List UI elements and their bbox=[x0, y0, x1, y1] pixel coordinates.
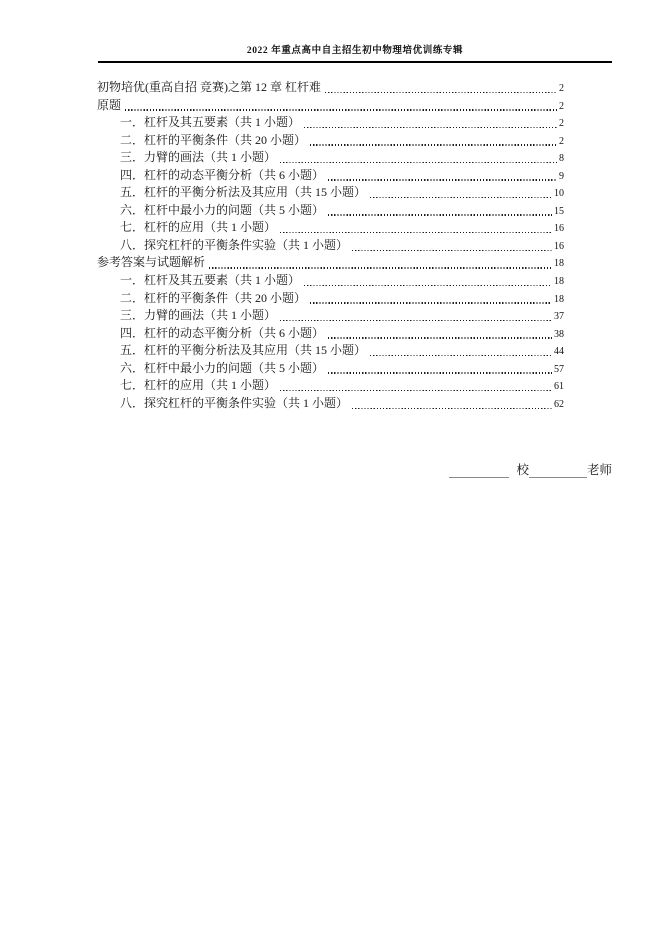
toc-entry-page: 38 bbox=[554, 328, 564, 340]
toc-entry-page: 57 bbox=[554, 363, 564, 375]
toc-entry[interactable] bbox=[97, 97, 564, 115]
blank-school-name bbox=[449, 465, 509, 478]
toc-entry-page: 2 bbox=[559, 135, 564, 147]
toc-entry-label: 八．探究杠杆的平衡条件实验（共 1 小题） bbox=[120, 395, 349, 410]
toc-entry-page: 15 bbox=[554, 205, 564, 217]
toc-entry[interactable] bbox=[97, 360, 564, 378]
toc-entry-label: 七．杠杆的应用（共 1 小题） bbox=[120, 220, 277, 235]
dot-leader bbox=[352, 250, 552, 251]
toc-entry-page: 61 bbox=[554, 381, 564, 393]
dot-leader bbox=[280, 232, 552, 233]
toc-entry-page: 9 bbox=[559, 170, 564, 182]
dot-leader bbox=[370, 197, 552, 198]
toc-entry[interactable] bbox=[97, 377, 564, 395]
school-label: 校 bbox=[516, 463, 529, 477]
toc-entry-label: 原题 bbox=[97, 97, 122, 112]
toc-entry[interactable] bbox=[97, 307, 564, 325]
toc-entry[interactable] bbox=[97, 184, 564, 202]
dot-leader bbox=[310, 144, 557, 145]
dot-leader bbox=[325, 92, 557, 93]
dot-leader bbox=[304, 127, 557, 128]
dot-leader bbox=[328, 337, 552, 338]
toc-entry-label: 五．杠杆的平衡分析法及其应用（共 15 小题） bbox=[120, 343, 367, 358]
toc-entry[interactable] bbox=[97, 254, 564, 272]
dot-leader bbox=[352, 408, 552, 409]
toc-entry[interactable] bbox=[97, 395, 564, 413]
blank-teacher-name bbox=[529, 465, 587, 478]
toc-entry-page: 8 bbox=[559, 153, 564, 165]
toc-entry-page: 18 bbox=[554, 293, 564, 305]
toc-entry[interactable] bbox=[97, 132, 564, 150]
dot-leader bbox=[304, 285, 552, 286]
signature-line bbox=[449, 462, 612, 478]
dot-leader bbox=[328, 372, 552, 373]
toc-entry[interactable] bbox=[97, 167, 564, 185]
toc-entry-label: 一．杠杆及其五要素（共 1 小题） bbox=[120, 115, 301, 130]
dot-leader bbox=[280, 390, 552, 391]
toc-entry-page: 18 bbox=[554, 276, 564, 288]
toc-entry-label: 三．力臂的画法（共 1 小题） bbox=[120, 308, 277, 323]
toc-entry[interactable] bbox=[97, 149, 564, 167]
toc-entry-page: 37 bbox=[554, 311, 564, 323]
toc-entry-label: 七．杠杆的应用（共 1 小题） bbox=[120, 378, 277, 393]
toc-entry-label: 参考答案与试题解析 bbox=[97, 255, 206, 270]
toc-entry-page: 2 bbox=[559, 100, 564, 112]
toc-entry-label: 三．力臂的画法（共 1 小题） bbox=[120, 150, 277, 165]
table-of-contents bbox=[97, 79, 564, 412]
toc-entry-label: 八．探究杠杆的平衡条件实验（共 1 小题） bbox=[120, 237, 349, 252]
toc-entry-label: 四．杠杆的动态平衡分析（共 6 小题） bbox=[120, 325, 325, 340]
toc-entry[interactable] bbox=[97, 219, 564, 237]
toc-entry[interactable] bbox=[97, 237, 564, 255]
toc-entry-label: 五．杠杆的平衡分析法及其应用（共 15 小题） bbox=[120, 185, 367, 200]
toc-entry[interactable] bbox=[97, 325, 564, 343]
toc-entry-page: 2 bbox=[559, 83, 564, 94]
dot-leader bbox=[370, 355, 552, 356]
toc-entry-page: 16 bbox=[554, 223, 564, 235]
toc-entry-label: 六．杠杆中最小力的问题（共 5 小题） bbox=[120, 202, 325, 217]
dot-leader bbox=[280, 162, 557, 163]
dot-leader bbox=[328, 179, 557, 180]
toc-entry-page: 10 bbox=[554, 188, 564, 200]
toc-entry-page: 44 bbox=[554, 346, 564, 358]
teacher-label: 老师 bbox=[586, 463, 612, 477]
toc-entry[interactable] bbox=[97, 272, 564, 290]
toc-entry-label: 二．杠杆的平衡条件（共 20 小题） bbox=[120, 132, 307, 147]
toc-entry[interactable] bbox=[97, 342, 564, 360]
toc-entry[interactable] bbox=[97, 290, 564, 308]
toc-entry-page: 16 bbox=[554, 240, 564, 252]
toc-entry-label: 二．杠杆的平衡条件（共 20 小题） bbox=[120, 290, 307, 305]
toc-entry-label: 六．杠杆中最小力的问题（共 5 小题） bbox=[120, 360, 325, 375]
toc-entry-label: 一．杠杆及其五要素（共 1 小题） bbox=[120, 273, 301, 288]
dot-leader bbox=[209, 267, 552, 268]
page-header-title: 2022 年重点高中自主招生初中物理培优训练专辑 bbox=[98, 42, 612, 63]
dot-leader bbox=[310, 302, 552, 303]
toc-entry-label: 初物培优(重高自招 竞赛)之第 12 章 杠杆难 bbox=[97, 80, 321, 94]
dot-leader bbox=[328, 214, 552, 215]
dot-leader bbox=[280, 320, 552, 321]
toc-entry[interactable] bbox=[97, 114, 564, 132]
toc-entry-page: 2 bbox=[559, 118, 564, 130]
toc-entry-page: 18 bbox=[554, 258, 564, 270]
toc-entry-page: 62 bbox=[554, 398, 564, 410]
toc-entry-label: 四．杠杆的动态平衡分析（共 6 小题） bbox=[120, 167, 325, 182]
dot-leader bbox=[125, 109, 557, 110]
toc-entry[interactable] bbox=[97, 79, 564, 97]
toc-entry[interactable] bbox=[97, 202, 564, 220]
